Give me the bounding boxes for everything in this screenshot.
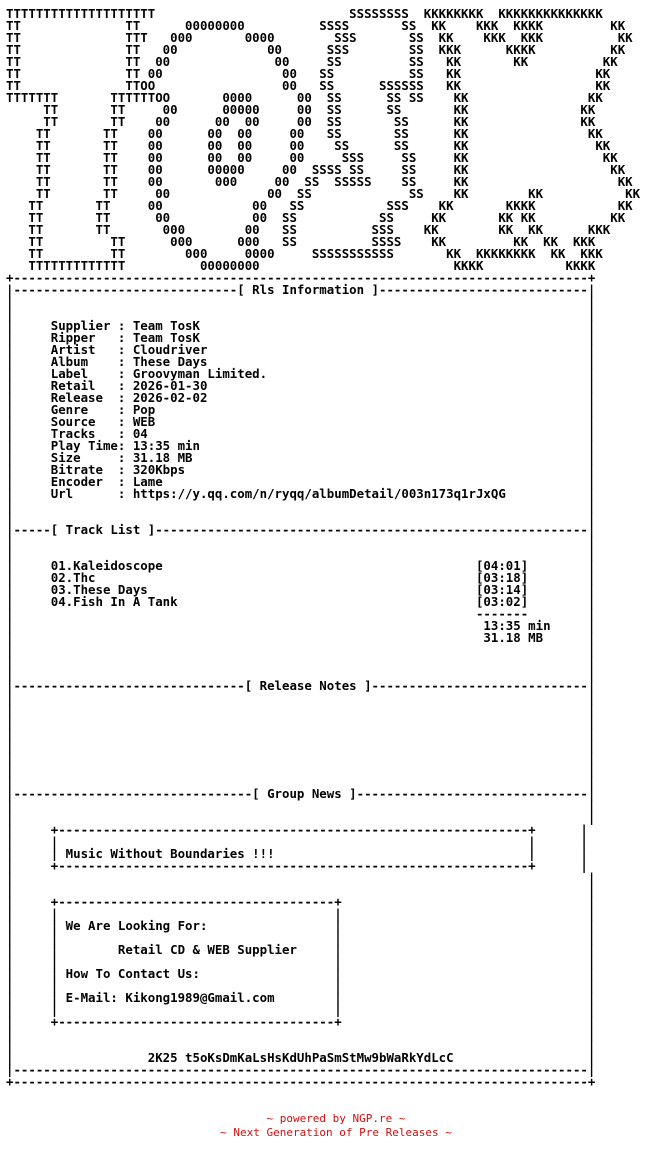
nfo-line: TTTTTTTTTTTTT 00000000 KKKK KKKK	[6, 258, 596, 273]
nfo-line: | |	[6, 546, 596, 561]
nfo-line: | | | |	[6, 1002, 596, 1017]
footer	[0, 1112, 672, 1140]
nfo-line: | Genre : Pop |	[6, 402, 596, 417]
nfo-line: |------------------------------[ Rls Information ]----------------------------|	[6, 282, 596, 297]
nfo-line: |-----[ Track List ]----------------------------------------------------------|	[6, 522, 596, 537]
nfo-line: |--------------------------------[ Group News ]-------------------------------|	[6, 786, 596, 801]
nfo-line: TTTTTTT TTTTTTOO 0000 00 SS SS SS KK KK	[6, 90, 603, 105]
nfo-line: TT TTOO 00 SS SSSSSS KK KK	[6, 78, 611, 93]
nfo-line: TT TT 00 00 00 00 SS SS KK KK	[6, 126, 603, 141]
nfo-line: TT TT 00 00 SSS SS KKK KKKK KK	[6, 42, 626, 57]
nfo-line: | |	[6, 306, 596, 321]
nfo-line: TT TT 00 00000 00 SS SS KK KK	[6, 102, 596, 117]
nfo-line: | | E-Mail: Kikong1989@Gmail.com | |	[6, 990, 596, 1005]
nfo-line: | Size : 31.18 MB |	[6, 450, 596, 465]
nfo-line: | ------- |	[6, 606, 596, 621]
nfo-line: TT TT 00 00 SS SS KK KK KK KK	[6, 210, 626, 225]
nfo-line: TT TT 000 000 SS SSSS KK KK KK KKK	[6, 234, 596, 249]
nfo-line: | |	[6, 654, 596, 669]
nfo-line: | |	[6, 714, 596, 729]
nfo-line: TT TT 00 00 SS SS KK KK KK	[6, 186, 641, 201]
nfo-line: | | | |	[6, 834, 588, 849]
nfo-line: | | We Are Looking For: | |	[6, 918, 596, 933]
nfo-line: | | How To Contact Us: | |	[6, 966, 596, 981]
nfo-line: | | Music Without Boundaries !!! | |	[6, 846, 588, 861]
nfo-line: | | | |	[6, 930, 596, 945]
nfo-line: | |	[6, 870, 596, 885]
nfo-line: | Url : https://y.qq.com/n/ryqq/albumDetail/003n173q1rJxQG |	[6, 486, 596, 501]
nfo-line: TT TT 000 00 SS SSS KK KK KK KKK	[6, 222, 611, 237]
nfo-line: | +---------------------------------------------------------------+ |	[6, 858, 588, 873]
nfo-line: | Supplier : Team TosK |	[6, 318, 596, 333]
nfo-line: | Label : Groovyman Limited. |	[6, 366, 596, 381]
nfo-line: | Encoder : Lame |	[6, 474, 596, 489]
nfo-line: | |	[6, 726, 596, 741]
nfo-line: | 03.These Days [03:14] |	[6, 582, 596, 597]
nfo-line: | Artist : Cloudriver |	[6, 342, 596, 357]
nfo-line: | |	[6, 498, 596, 513]
nfo-line: TT TT 00 00 00 00 SS SS KK KK	[6, 138, 611, 153]
nfo-line: | |	[6, 1038, 596, 1053]
nfo-line: | | | |	[6, 978, 596, 993]
nfo-line: TT TT 00 00 00 00 SSS SS KK KK	[6, 150, 618, 165]
nfo-line: | +-------------------------------------+ |	[6, 894, 596, 909]
nfo-text-block	[6, 8, 640, 1088]
nfo-line: TTTTTTTTTTTTTTTTTTTT SSSSSSSS KKKKKKKK KKKKKKKKKKKKKK	[6, 6, 603, 21]
nfo-line: | |	[6, 738, 596, 753]
nfo-line: +-----------------------------------------------------------------------------+	[6, 1074, 596, 1089]
nfo-line: | Bitrate : 320Kbps |	[6, 462, 596, 477]
nfo-line: TT TTT 000 0000 SSS SS KK KKK KKK KK	[6, 30, 633, 45]
nfo-line: | |	[6, 642, 596, 657]
nfo-line: | +---------------------------------------------------------------+ |	[6, 822, 588, 837]
nfo-line: |-------------------------------[ Release Notes ]-----------------------------|	[6, 678, 596, 693]
nfo-line: TT TT 00 00 00 00 SS SS KK KK	[6, 114, 596, 129]
nfo-line: | 01.Kaleidoscope [04:01] |	[6, 558, 596, 573]
nfo-line: | 04.Fish In A Tank [03:02] |	[6, 594, 596, 609]
nfo-line: | Release : 2026-02-02 |	[6, 390, 596, 405]
nfo-line: | |	[6, 882, 596, 897]
nfo-line: | |	[6, 294, 596, 309]
nfo-line: TT TT 00000000 SSSS SS KK KKK KKKK KK	[6, 18, 626, 33]
nfo-line: | |	[6, 666, 596, 681]
nfo-line: TT TT 00 00 SS SS KK KK	[6, 66, 611, 81]
nfo-line: | 31.18 MB |	[6, 630, 596, 645]
nfo-line: | |	[6, 1026, 596, 1041]
nfo-line: | Retail : 2026-01-30 |	[6, 378, 596, 393]
nfo-line: | |	[6, 690, 596, 705]
nfo-line: | |	[6, 762, 596, 777]
nfo-line: | |	[6, 750, 596, 765]
nfo-line: | Source : WEB |	[6, 414, 596, 429]
nfo-line: | Ripper : Team TosK |	[6, 330, 596, 345]
nfo-line: TT TT 00 00 SS SSS KK KKKK KK	[6, 198, 633, 213]
nfo-line: | |	[6, 810, 596, 825]
nfo-line: TT TT 000 0000 SSSSSSSSSSS KK KKKKKKKK KK KKK	[6, 246, 603, 261]
nfo-line: | 02.Thc [03:18] |	[6, 570, 596, 585]
nfo-line: | +-------------------------------------+ |	[6, 1014, 596, 1029]
nfo-line: | | | |	[6, 906, 596, 921]
nfo-line: TT TT 00 00000 00 SSSS SS SS KK KK	[6, 162, 626, 177]
nfo-line: | |	[6, 774, 596, 789]
nfo-line: | |	[6, 702, 596, 717]
nfo-line: TT TT 00 00 SS SS KK KK KK	[6, 54, 618, 69]
nfo-line: | Tracks : 04 |	[6, 426, 596, 441]
nfo-line: | Play Time: 13:35 min |	[6, 438, 596, 453]
nfo-line: | |	[6, 534, 596, 549]
nfo-line: | | | |	[6, 954, 596, 969]
footer-tagline: ~ Next Generation of Pre Releases ~	[220, 1126, 452, 1139]
nfo-line: TT TT 00 000 00 SS SSSSS SS KK KK	[6, 174, 633, 189]
nfo-line: |-----------------------------------------------------------------------------|	[6, 1062, 596, 1077]
nfo-line: | 2K25 t5oKsDmKaLsHsKdUhPaSmStMw9bWaRkYdLcC |	[6, 1050, 596, 1065]
nfo-line: | |	[6, 510, 596, 525]
nfo-line: | | Retail CD & WEB Supplier | |	[6, 942, 596, 957]
nfo-line: | Album : These Days |	[6, 354, 596, 369]
nfo-line: +-----------------------------------------------------------------------------+	[6, 270, 596, 285]
footer-powered-by: ~ powered by NGP.re ~	[266, 1112, 406, 1125]
nfo-line: | |	[6, 798, 596, 813]
nfo-line: | 13:35 min |	[6, 618, 596, 633]
